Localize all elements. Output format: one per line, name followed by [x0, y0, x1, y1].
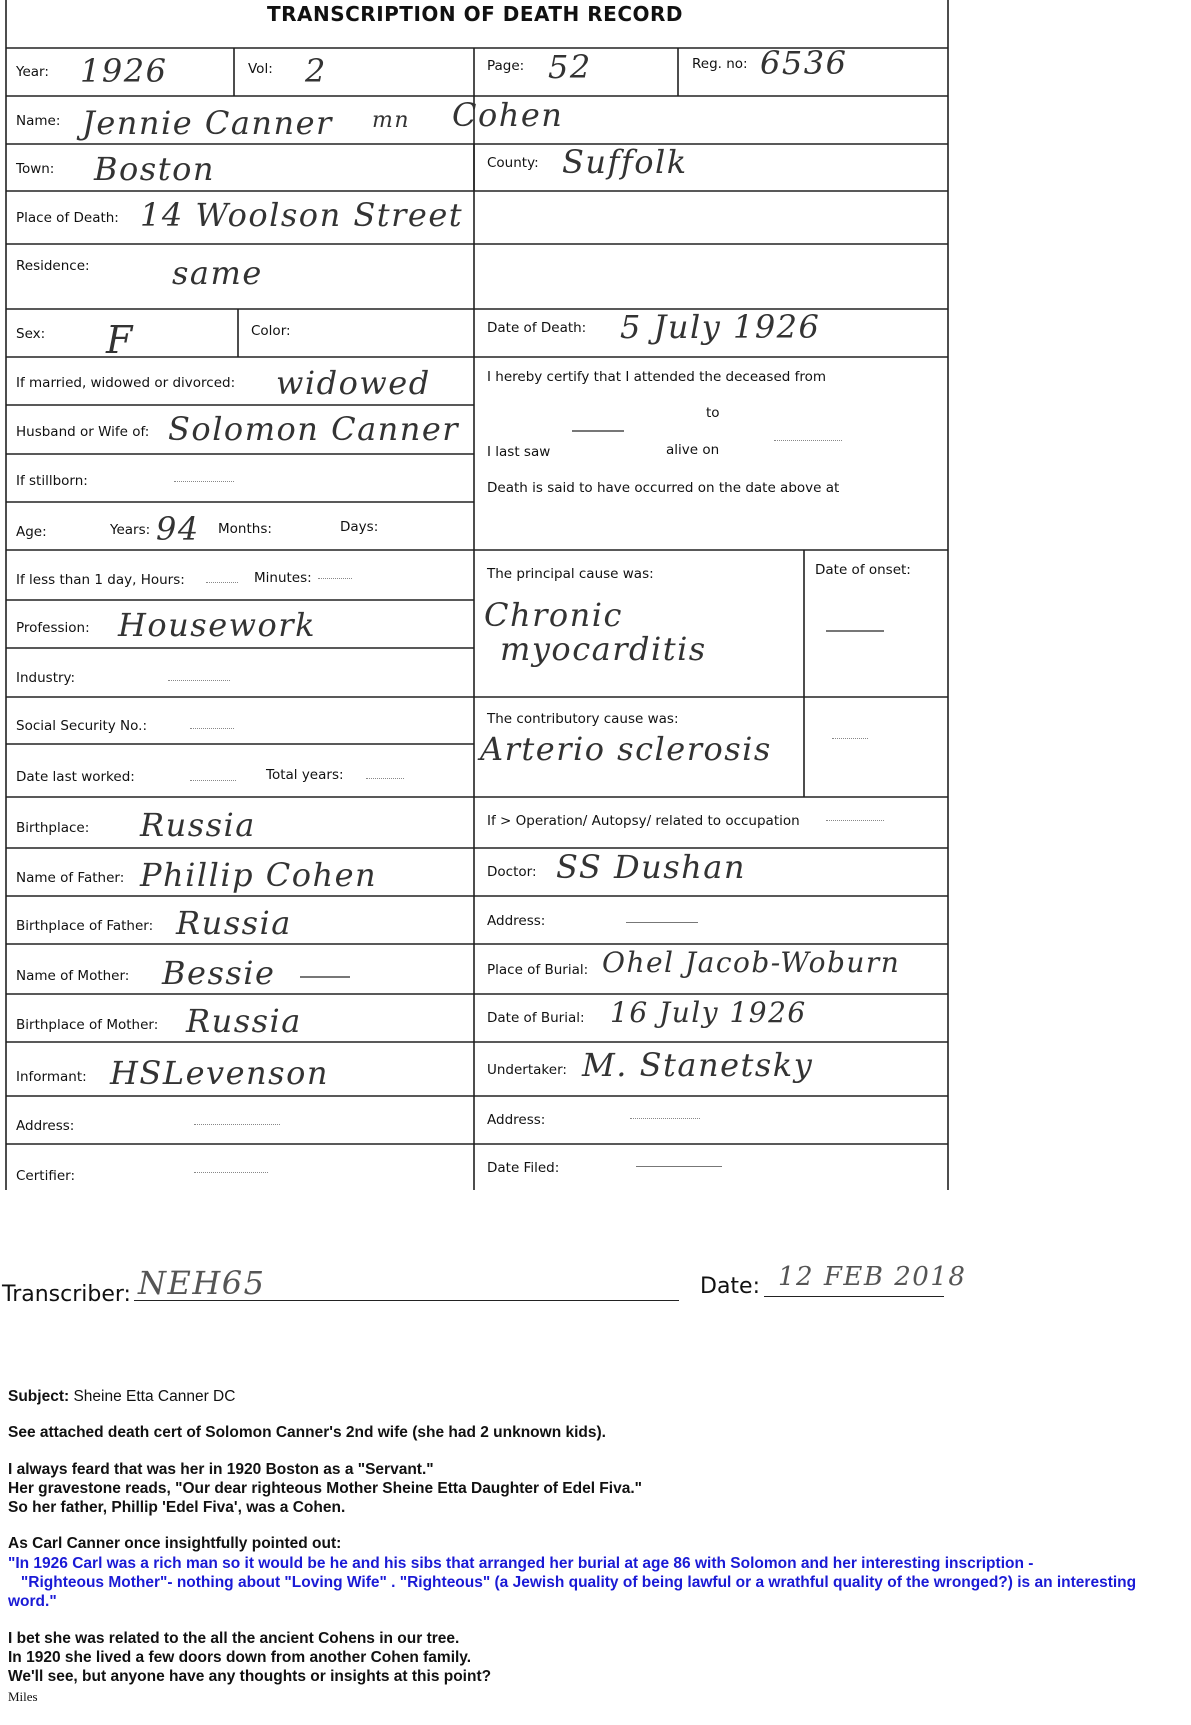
age-days-label: Days:: [340, 519, 379, 535]
place-burial-label: Place of Burial:: [487, 962, 589, 978]
note-paragraph-1: See attached death cert of Solomon Canner's 2nd wife (she had 2 unknown kids).: [8, 1424, 606, 1442]
marital-value: widowed: [276, 364, 431, 402]
date-line: [764, 1296, 944, 1297]
informant-value: HSLevenson: [110, 1054, 329, 1092]
principal-cause-label: The principal cause was:: [487, 566, 654, 582]
signature: Miles: [8, 1688, 38, 1704]
operation-label: If > Operation/ Autopsy/ related to occupation: [487, 813, 800, 829]
certifier-label: Certifier:: [16, 1168, 75, 1184]
note-line-2c: So her father, Phillip 'Edel Fiva', was a Cohen.: [8, 1499, 346, 1517]
quote-line-1: "In 1926 Carl was a rich man so it would be he and his sibs that arranged her burial at age 86 with Solomon and her interesting inscription -: [8, 1554, 1034, 1572]
ssn-dash: [190, 728, 234, 729]
hours-dash: [206, 582, 238, 583]
name-mn: mn: [372, 108, 411, 133]
doctor-label: Doctor:: [487, 864, 537, 880]
note-line-3a: As Carl Canner once insightfully pointed out:: [8, 1535, 342, 1553]
residence-label: Residence:: [16, 258, 90, 274]
county-value: Suffolk: [562, 143, 688, 181]
reg-no-value: 6536: [760, 44, 848, 82]
color-label: Color:: [251, 323, 291, 339]
age-months-label: Months:: [218, 521, 272, 537]
certify-label: I hereby certify that I attended the deceased from: [487, 369, 827, 385]
date-of-death-label: Date of Death:: [487, 320, 587, 336]
year-label: Year:: [16, 64, 49, 80]
age-years-value: 94: [156, 510, 200, 548]
mother-label: Name of Mother:: [16, 968, 130, 984]
subject-value: Sheine Etta Canner DC: [69, 1388, 236, 1405]
date-onset-dash: [826, 630, 884, 632]
date-filed-label: Date Filed:: [487, 1160, 560, 1176]
ssn-label: Social Security No.:: [16, 718, 148, 734]
subject-label: Subject:: [8, 1388, 70, 1405]
father-label: Name of Father:: [16, 870, 125, 886]
mother-value: Bessie: [162, 954, 276, 992]
note-line-4b: In 1920 she lived a few doors down from another Cohen family.: [8, 1648, 472, 1666]
note-line-4a: I bet she was related to the all the ancient Cohens in our tree.: [8, 1629, 460, 1647]
date-burial-label: Date of Burial:: [487, 1010, 585, 1026]
certify-to-dash: [774, 440, 842, 441]
quote-line-2: "Righteous Mother"- nothing about "Loving Wife" . "Righteous" (a Jewish quality of being lawful or a wrathful quality of the wronged?) is an interesting word.": [8, 1574, 1141, 1611]
vol-value: 2: [305, 52, 327, 90]
reg-no-label: Reg. no:: [692, 56, 748, 72]
form-title: TRANSCRIPTION OF DEATH RECORD: [266, 2, 684, 26]
informant-label: Informant:: [16, 1069, 87, 1085]
date-last-worked-dash: [190, 780, 236, 781]
email-notes: [8, 1387, 1183, 1706]
transcriber-value: NEH65: [138, 1264, 266, 1302]
vol-label: Vol:: [248, 61, 273, 77]
transcriber-label: Transcriber:: [2, 1282, 131, 1307]
doctor-address-dash: [626, 922, 698, 923]
town-label: Town:: [16, 161, 55, 177]
principal-cause-value-2: myocarditis: [500, 630, 707, 668]
date-onset-label: Date of onset:: [815, 562, 911, 578]
minutes-dash: [318, 578, 352, 579]
name-maiden: Cohen: [452, 96, 564, 134]
certify-from-dash: [572, 430, 624, 432]
date-last-worked-label: Date last worked:: [16, 769, 135, 785]
note-line-2b: Her gravestone reads, "Our dear righteous Mother Sheine Etta Daughter of Edel Fiva.": [8, 1479, 642, 1497]
total-years-dash: [366, 778, 404, 779]
birthplace-label: Birthplace:: [16, 820, 90, 836]
undertaker-value: M. Stanetsky: [582, 1046, 814, 1084]
transcriber-line: [134, 1300, 679, 1301]
death-said-label: Death is said to have occurred on the date above at: [487, 480, 840, 496]
date-value: 12 FEB 2018: [778, 1262, 967, 1292]
contributory-onset-dash: [832, 738, 868, 739]
certifier-dash: [194, 1172, 268, 1173]
name-value: Jennie Canner: [82, 104, 333, 142]
age-label: Age:: [16, 524, 47, 540]
birthplace-mother-label: Birthplace of Mother:: [16, 1017, 159, 1033]
contributory-value: Arterio sclerosis: [480, 730, 772, 768]
date-of-death-value: 5 July 1926: [620, 308, 821, 346]
town-value: Boston: [94, 150, 215, 188]
date-label: Date:: [700, 1274, 760, 1299]
undertaker-address-dash: [630, 1118, 700, 1119]
undertaker-label: Undertaker:: [487, 1062, 567, 1078]
note-line-2a: I always feard that was her in 1920 Boston as a "Servant.": [8, 1460, 434, 1478]
informant-address-label: Address:: [16, 1118, 75, 1134]
subject-line: [8, 1387, 1183, 1406]
total-years-label: Total years:: [266, 767, 344, 783]
year-value: 1926: [80, 52, 168, 90]
sex-label: Sex:: [16, 326, 46, 342]
birthplace-value: Russia: [140, 806, 256, 844]
husband-wife-label: Husband or Wife of:: [16, 424, 150, 440]
profession-label: Profession:: [16, 620, 90, 636]
place-burial-value: Ohel Jacob-Woburn: [602, 946, 901, 979]
date-filed-dash: [636, 1166, 722, 1167]
age-years-label: Years:: [110, 522, 151, 538]
informant-address-dash: [194, 1124, 280, 1125]
minutes-label: Minutes:: [254, 570, 312, 586]
residence-value: same: [172, 254, 263, 292]
county-label: County:: [487, 155, 539, 171]
alive-on-label: alive on: [666, 442, 720, 458]
page-label: Page:: [487, 58, 525, 74]
sex-value: F: [106, 318, 134, 362]
less-than-day-label: If less than 1 day, Hours:: [16, 572, 185, 588]
stillborn-dash: [174, 481, 234, 482]
certify-to-label: to: [706, 405, 720, 421]
industry-dash: [168, 680, 230, 681]
place-of-death-value: 14 Woolson Street: [140, 196, 464, 234]
operation-dash: [826, 820, 884, 821]
husband-wife-value: Solomon Canner: [168, 410, 460, 448]
name-label: Name:: [16, 113, 61, 129]
profession-value: Housework: [118, 606, 316, 644]
contributory-label: The contributory cause was:: [487, 711, 679, 727]
date-burial-value: 16 July 1926: [610, 996, 807, 1029]
last-saw-label: I last saw: [487, 444, 551, 460]
birthplace-mother-value: Russia: [186, 1002, 302, 1040]
stillborn-label: If stillborn:: [16, 473, 88, 489]
industry-label: Industry:: [16, 670, 76, 686]
note-line-4c: We'll see, but anyone have any thoughts or insights at this point?: [8, 1668, 492, 1686]
undertaker-address-label: Address:: [487, 1112, 546, 1128]
mother-dash: [300, 976, 350, 978]
marital-label: If married, widowed or divorced:: [16, 375, 236, 391]
father-value: Phillip Cohen: [140, 856, 378, 894]
page-value: 52: [548, 48, 592, 86]
principal-cause-value-1: Chronic: [484, 596, 623, 634]
birthplace-father-label: Birthplace of Father:: [16, 918, 154, 934]
place-of-death-label: Place of Death:: [16, 210, 119, 226]
doctor-address-label: Address:: [487, 913, 546, 929]
birthplace-father-value: Russia: [176, 904, 292, 942]
doctor-value: SS Dushan: [556, 848, 746, 886]
